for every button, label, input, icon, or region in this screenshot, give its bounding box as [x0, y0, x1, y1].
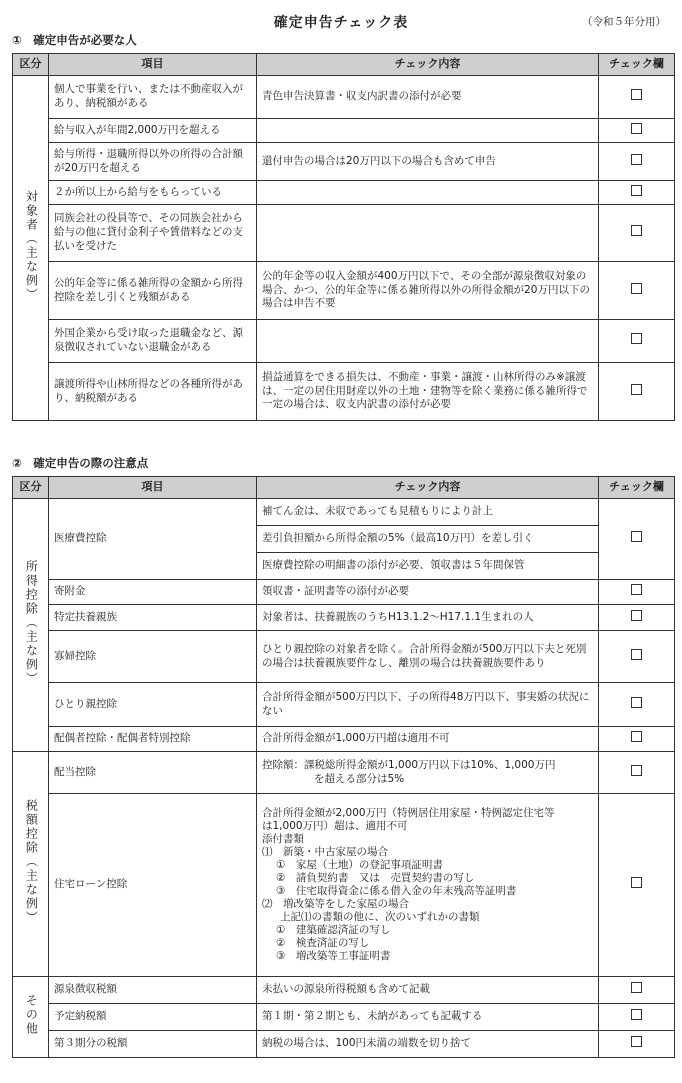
checkbox[interactable]	[631, 225, 642, 236]
row-item: 給与収入が年間2,000万円を超える	[49, 119, 257, 143]
row-content: 差引負担額から所得金額の5%（最高10万円）を差し引く	[257, 526, 599, 553]
checkbox[interactable]	[631, 731, 642, 742]
content-line: 上記⑴の書類の他に、次のいずれかの書類	[280, 911, 480, 924]
section1-heading: ① 確定申告が必要な人	[12, 33, 137, 47]
row-content: 未払いの源泉所得税額も含めて記載	[257, 977, 599, 1004]
check-cell[interactable]	[599, 727, 675, 752]
row-item: 給与所得・退職所得以外の所得の合計額が20万円を超える	[49, 143, 257, 181]
row-item: 住宅ローン控除	[49, 794, 257, 977]
check-cell[interactable]	[599, 605, 675, 631]
section2-heading: ② 確定申告の際の注意点	[12, 456, 149, 470]
row-content	[257, 752, 599, 794]
page-title: 確定申告チェック表	[273, 15, 409, 31]
checkbox[interactable]	[631, 333, 642, 344]
check-cell[interactable]	[599, 631, 675, 683]
content-line: ⑴ 新築・中古家屋の場合	[262, 845, 388, 858]
category-label: 対象者（主な例）	[24, 189, 39, 302]
content-line: ③ 増改築等工事証明書	[276, 950, 391, 963]
check-cell[interactable]	[599, 499, 675, 580]
checkbox[interactable]	[631, 1036, 642, 1047]
checkbox[interactable]	[631, 531, 642, 542]
col-header-item: 項目	[49, 54, 257, 76]
row-item: 源泉徴収税額	[49, 977, 257, 1004]
content-line: 添付書類	[262, 832, 304, 845]
checkbox[interactable]	[631, 610, 642, 621]
category-cell	[13, 977, 49, 1058]
row-content: 還付申告の場合は20万円以下の場合も含めて申告	[257, 143, 599, 181]
row-content: 合計所得金額が1,000万円超は適用不可	[257, 727, 599, 752]
check-cell[interactable]	[599, 752, 675, 794]
content-line: 控除額：課税総所得金額が1,000万円以下は10%、1,000万円	[262, 758, 556, 771]
check-cell[interactable]	[599, 76, 675, 119]
checkbox[interactable]	[631, 765, 642, 776]
category-cell	[13, 499, 49, 752]
check-cell[interactable]	[599, 580, 675, 605]
check-cell[interactable]	[599, 1031, 675, 1058]
col-header-check: チェック欄	[599, 477, 675, 499]
category-cell	[13, 76, 49, 421]
checkbox[interactable]	[631, 697, 642, 708]
category-cell	[13, 752, 49, 977]
checkbox[interactable]	[631, 123, 642, 134]
row-item: 外国企業から受け取った退職金など、源泉徴収されていない退職金がある	[49, 320, 257, 363]
check-cell[interactable]	[599, 181, 675, 205]
year-note: （令和５年分用）	[582, 16, 666, 28]
check-cell[interactable]	[599, 143, 675, 181]
row-item: 個人で事業を行い、または不動産収入があり、納税額がある	[49, 76, 257, 119]
checkbox[interactable]	[631, 982, 642, 993]
checkbox[interactable]	[631, 185, 642, 196]
checkbox[interactable]	[631, 384, 642, 395]
content-line: を超える部分は5%	[314, 772, 405, 785]
checkbox[interactable]	[631, 1009, 642, 1020]
checkbox[interactable]	[631, 283, 642, 294]
row-item: 医療費控除	[49, 499, 257, 580]
row-content: ひとり親控除の対象者を除く。合計所得金額が500万円以下夫と死別の場合は扶養親族要件なし、離別の場合は扶養親族要件あり	[257, 631, 599, 683]
row-item: 公的年金等に係る雑所得の金額から所得控除を差し引くと残額がある	[49, 262, 257, 320]
row-item: 同族会社の役員等で、その同族会社から給与の他に貸付金利子や賃借料などの支払いを受けた	[49, 205, 257, 262]
row-content: 医療費控除の明細書の添付が必要、領収書は５年間保管	[257, 553, 599, 580]
row-item: 寡婦控除	[49, 631, 257, 683]
check-cell[interactable]	[599, 320, 675, 363]
check-cell[interactable]	[599, 1004, 675, 1031]
content-line: は1,000万円）超は、適用不可	[262, 819, 408, 832]
check-cell[interactable]	[599, 119, 675, 143]
category-label: 税額控除（主な例）	[24, 798, 39, 925]
row-content: 合計所得金額が500万円以下、子の所得48万円以下、事実婚の状況にない	[257, 683, 599, 727]
content-line: ③ 住宅取得資金に係る借入金の年末残高等証明書	[276, 885, 517, 897]
check-cell[interactable]	[599, 205, 675, 262]
col-header-item: 項目	[49, 477, 257, 499]
row-item: 配当控除	[49, 752, 257, 794]
category-label: その他	[24, 993, 39, 1036]
section1-table	[12, 53, 675, 421]
row-content	[257, 205, 599, 262]
content-line: ① 家屋（土地）の登記事項証明書	[276, 858, 443, 871]
row-item: ひとり親控除	[49, 683, 257, 727]
check-cell[interactable]	[599, 683, 675, 727]
checkbox[interactable]	[631, 649, 642, 660]
check-cell[interactable]	[599, 363, 675, 421]
col-header-kubun: 区分	[13, 477, 49, 499]
row-item: 配偶者控除・配偶者特別控除	[49, 727, 257, 752]
col-header-check: チェック欄	[599, 54, 675, 76]
row-content: 第１期・第２期とも、未納があっても記載する	[257, 1004, 599, 1031]
row-item: 譲渡所得や山林所得などの各種所得があり、納税額がある	[49, 363, 257, 421]
col-header-content: チェック内容	[257, 54, 599, 76]
checkbox[interactable]	[631, 584, 642, 595]
checkbox[interactable]	[631, 89, 642, 100]
content-line: 合計所得金額が2,000万円（特例居住用家屋・特例認定住宅等	[262, 806, 555, 819]
col-header-kubun: 区分	[13, 54, 49, 76]
section2-table	[12, 476, 675, 1058]
row-item: 予定納税額	[49, 1004, 257, 1031]
check-cell[interactable]	[599, 794, 675, 977]
checkbox[interactable]	[631, 154, 642, 165]
content-line: ① 建築確認済証の写し	[276, 924, 391, 937]
row-content	[257, 320, 599, 363]
row-content: 公的年金等の収入金額が400万円以下で、その全部が源泉徴収対象の場合、かつ、公的年金等に係る雑所得以外の所得金額が20万円以下の場合は申告不要	[257, 262, 599, 320]
row-content	[257, 181, 599, 205]
category-label: 所得控除（主な例）	[24, 559, 39, 686]
check-cell[interactable]	[599, 977, 675, 1004]
row-item: 寄附金	[49, 580, 257, 605]
row-content: 納税の場合は、100円未満の端数を切り捨て	[257, 1031, 599, 1058]
row-content: 補てん金は、未収であっても見積もりにより計上	[257, 499, 599, 526]
row-content: 青色申告決算書・収支内訳書の添付が必要	[257, 76, 599, 119]
row-content: 領収書・証明書等の添付が必要	[257, 580, 599, 605]
row-item: ２か所以上から給与をもらっている	[49, 181, 257, 205]
row-content	[257, 794, 599, 977]
check-cell[interactable]	[599, 262, 675, 320]
content-line: ② 請負契約書 又は 売買契約書の写し	[276, 871, 475, 884]
content-line: ⑵ 増改築等をした家屋の場合	[262, 898, 409, 911]
checkbox[interactable]	[631, 877, 642, 888]
col-header-content: チェック内容	[257, 477, 599, 499]
row-content: 損益通算をできる損失は、不動産・事業・譲渡・山林所得のみ※譲渡は、一定の居住用財産以外の土地・建物等を除く業務に係る雑所得で一定の場合は、収支内訳書の添付が必要	[257, 363, 599, 421]
row-item: 第３期分の税額	[49, 1031, 257, 1058]
row-content: 対象者は、扶養親族のうちH13.1.2～H17.1.1生まれの人	[257, 605, 599, 631]
content-line: ② 検査済証の写し	[276, 937, 370, 950]
row-content	[257, 119, 599, 143]
row-item: 特定扶養親族	[49, 605, 257, 631]
